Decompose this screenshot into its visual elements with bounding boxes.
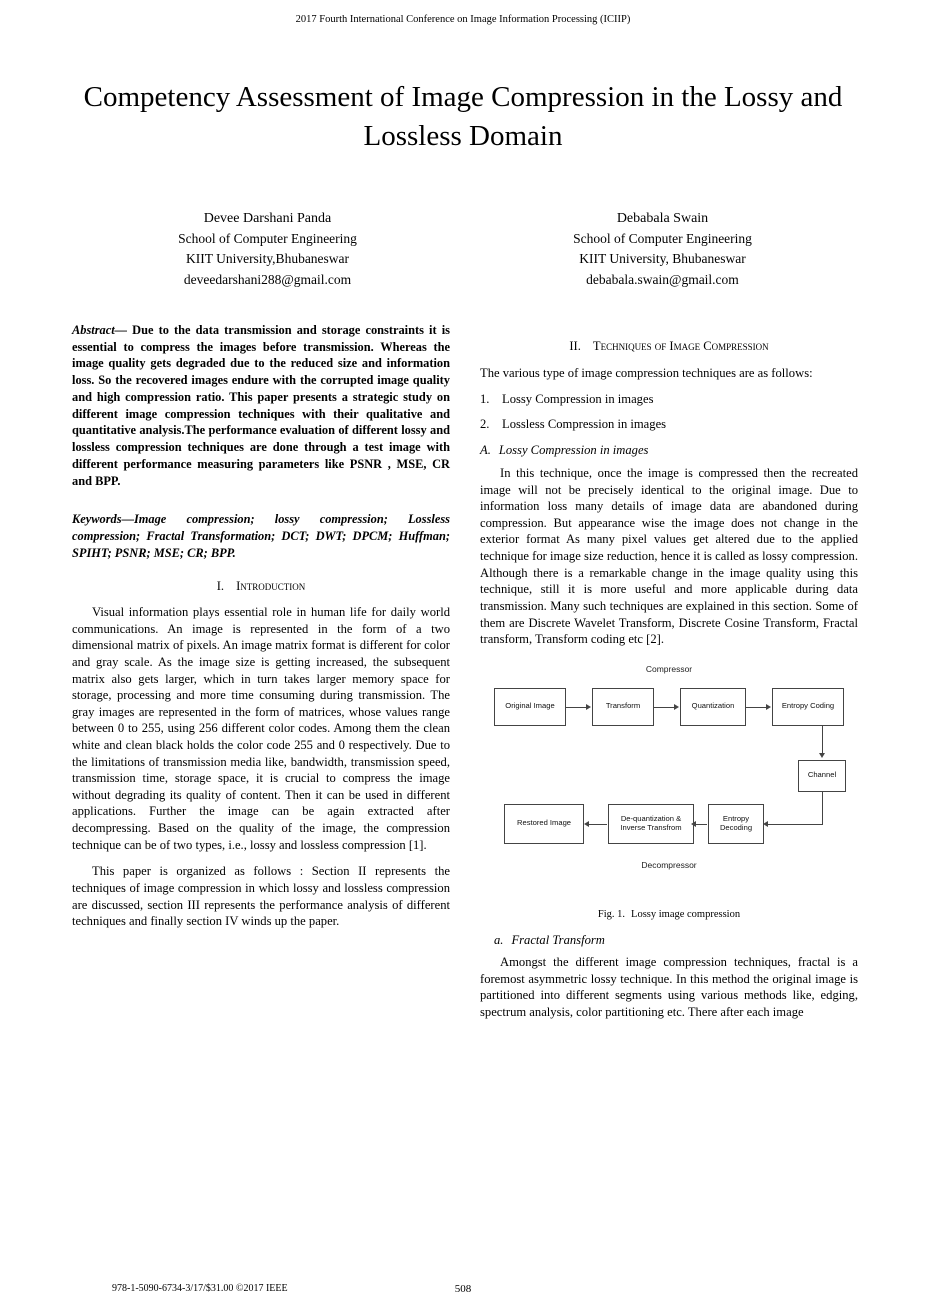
figure-node-entropy-coding: Entropy Coding <box>772 688 844 726</box>
figure-arrow-line <box>822 792 823 824</box>
intro-paragraph-1: Visual information plays essential role in human life for daily world communications. An image is represented in the form of a two dimensional matrix of pixels. An image matrix format is different for color and gray scale. As the image size is getting increased, the subsequent matrix also gets larger, which in turn takes larger memory space for storage, processing and more time consuming during transmission. The gray images are represented in the form of matrices, whose values range between 0 to 255, using 256 different color codes. Among them the clean white and clean black holds the color code 255 and 0 respectively. Due to the limitations of transmission media like, bandwidth, transmission speed, transmission time, storage space, it is crucial to compress the image without degrading its quality of content. Then it can be used in different applications. Further the image can be again extracted after decompressing. Based on the quality of the image, the compression technique can be of two types, i.e., lossy and lossless compression [1]. <box>72 605 450 852</box>
figure-arrow-head <box>674 704 679 710</box>
figure-node-dequantization: De-quantization & Inverse Transfrom <box>608 804 694 844</box>
figure-arrow-line <box>768 824 823 825</box>
fractal-paragraph-1: Amongst the different image compression techniques, fractal is a foremost asymmetric lossy technique. In this method the original image is partitioned into different segments using various methods like, edging, spectrum analysis, color partitioning etc. There after each image <box>480 955 858 1020</box>
subsection-title: Lossy Compression in images <box>498 443 649 458</box>
author-2-affiliation: KIIT University, Bhubaneswar <box>579 251 746 267</box>
figure-arrow-head <box>691 821 696 827</box>
abstract-paragraph <box>72 322 450 489</box>
figure-caption-number: Fig. 1. <box>597 908 626 920</box>
figure-arrow-line <box>746 707 767 708</box>
figure-1-diagram <box>480 662 858 902</box>
figure-node-restored-image: Restored Image <box>504 804 584 844</box>
section-heading-introduction <box>72 578 450 595</box>
figure-node-transform: Transform <box>592 688 654 726</box>
section-number: II. <box>569 339 581 353</box>
list-item-label: Lossless Compression in images <box>502 416 667 431</box>
author-block <box>70 208 860 290</box>
running-head: 2017 Fourth International Conference on Image Information Processing (ICIIP) <box>295 14 631 25</box>
subsection-label: A. <box>480 443 491 458</box>
figure-node-quantization: Quantization <box>680 688 746 726</box>
abstract-lead: Abstract— <box>72 323 128 337</box>
techniques-intro: The various type of image compression techniques are as follows: <box>480 365 813 380</box>
author-2-email: debabala.swain@gmail.com <box>586 271 739 287</box>
figure-decompressor-label: Decompressor <box>641 859 697 870</box>
figure-arrow-line <box>654 707 675 708</box>
keywords-paragraph: Keywords—Image compression; lossy compression; Lossless compression; Fractal Transformation; DCT; DWT; DPCM; Huffman; SPIHT; PSNR; MSE; CR; BPP. <box>72 512 450 560</box>
section-title: Techniques of Image Compression <box>592 339 769 353</box>
figure-arrow-line <box>695 824 707 825</box>
subsubsection-label: a. <box>494 932 504 947</box>
author-2-name: Debabala Swain <box>616 211 709 226</box>
intro-paragraph-2: This paper is organized as follows : Section II represents the techniques of image compression in which lossy and lossless compression are discussed, section III represents the performance analysis of different techniques and finally section IV winds up the paper. <box>72 864 450 929</box>
subsubsection-title: Fractal Transform <box>511 932 605 947</box>
list-item <box>480 416 858 433</box>
footer-page-number: 508 <box>454 1283 472 1295</box>
author-1-email: deveedarshani288@gmail.com <box>183 271 352 287</box>
list-item <box>480 391 858 408</box>
author-2 <box>465 208 860 290</box>
figure-arrow-line <box>822 726 823 754</box>
subsection-heading-lossy <box>480 442 858 459</box>
figure-node-original-image: Original Image <box>494 688 566 726</box>
list-item-label: Lossy Compression in images <box>502 392 654 407</box>
figure-node-channel: Channel <box>798 760 846 792</box>
section-title: Introduction <box>236 578 306 593</box>
list-item-number: 2. <box>480 416 490 431</box>
figure-1 <box>480 662 858 922</box>
figure-caption-text: Lossy image compression <box>631 908 741 920</box>
lossy-paragraph-1: In this technique, once the image is compressed then the recreated image will not be precisely identical to the original image. Due to information loss many details of image data are abandoned during compression. But appearance wise the image does not change in the exterior format As many pixel values get altered due to the applied technique for image size reduction, hence it is called as lossy compression. Although there is a remarkable change in the image quality using this technique, still it is more useful and more applicable during data transmission. Many such techniques are explained in this section. Some of them are Discrete Wavelet Transform, Discrete Cosine Transform, Fractal transform, Transform coding etc [2]. <box>480 466 858 647</box>
column-right <box>480 322 858 1031</box>
figure-arrow-head <box>819 753 825 758</box>
subsubsection-heading-fractal <box>480 932 858 949</box>
page-title: Competency Assessment of Image Compression in the Lossy and Lossless Domain <box>83 81 843 153</box>
section-number: I. <box>216 578 225 593</box>
figure-compressor-label: Compressor <box>645 663 693 674</box>
author-1 <box>70 208 465 290</box>
figure-node-entropy-decoding: Entropy Decoding <box>708 804 764 844</box>
section-heading-techniques <box>480 338 858 355</box>
list-item-number: 1. <box>480 392 490 407</box>
footer-isbn: 978-1-5090-6734-3/17/$31.00 ©2017 IEEE <box>112 1283 288 1294</box>
author-1-affiliation: KIIT University,Bhubaneswar <box>185 251 350 267</box>
author-2-dept: School of Computer Engineering <box>573 231 752 246</box>
figure-arrow-head <box>586 704 591 710</box>
figure-arrow-head <box>584 821 589 827</box>
figure-1-caption <box>480 908 858 922</box>
author-1-name: Devee Darshani Panda <box>203 211 332 226</box>
abstract-text: Due to the data transmission and storage constraints it is essential to compress the images before transmission. Whereas the image quality gets degraded due to the reduced size and information loss. So the recovered images endure with the corrupted image quality and high compression ratio. This paper presents a strategic study on different image compression techniques with their qualitative and quantitative analysis.The performance evaluation of different lossy and lossless compression techniques are done through a test image with different performance measuring parameters like PSNR , MSE, CR and BPP. <box>72 323 450 488</box>
author-1-dept: School of Computer Engineering <box>178 231 357 246</box>
figure-arrow-head <box>766 704 771 710</box>
figure-arrow-line <box>589 824 607 825</box>
column-left <box>72 322 450 940</box>
figure-arrow-line <box>566 707 587 708</box>
